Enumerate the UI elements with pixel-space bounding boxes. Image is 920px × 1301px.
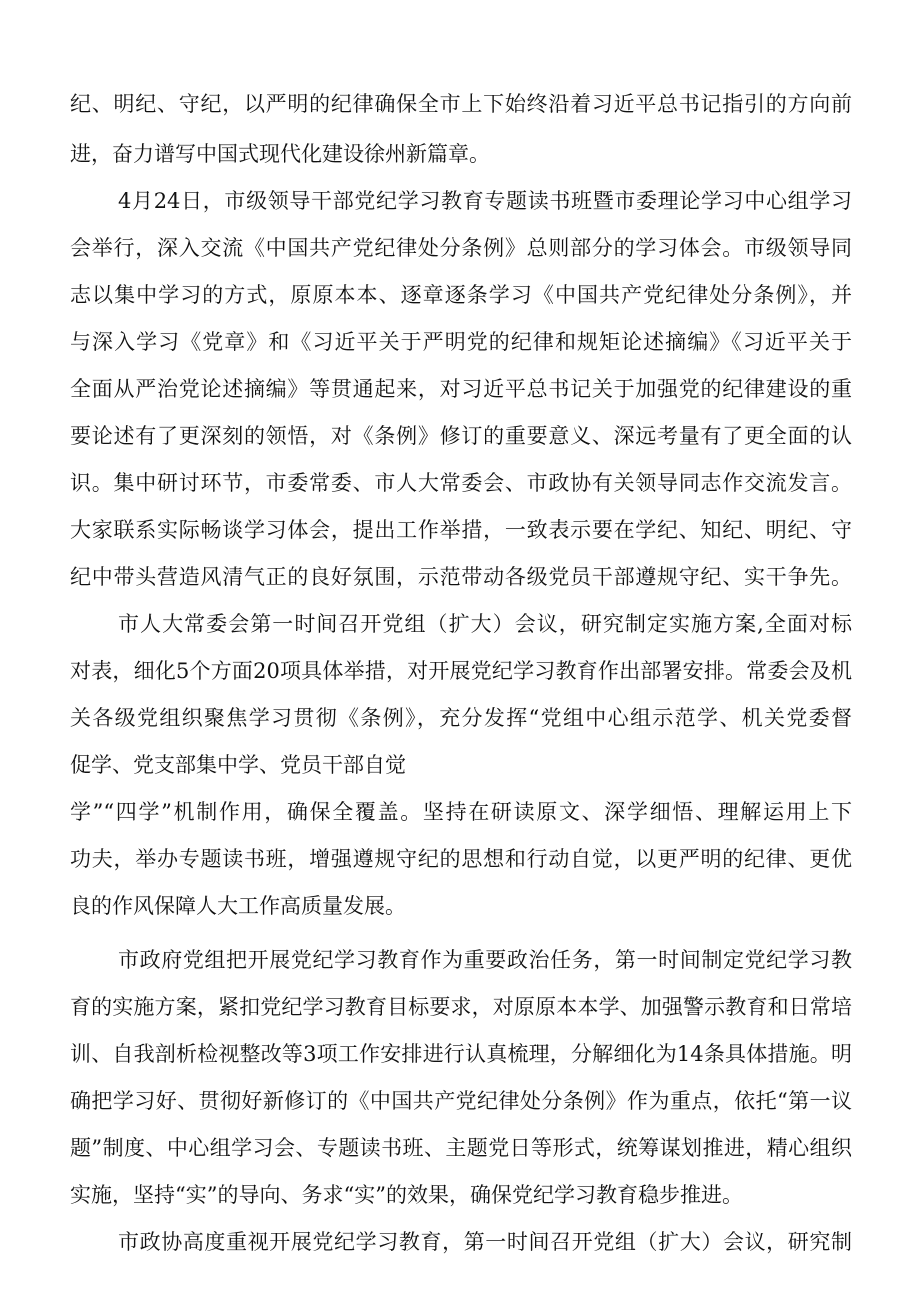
text-line: 对表，细化5个方面20项具体举措，对开展党纪学习教育作出部署安排。常委会及机	[70, 659, 852, 683]
text-line: 纪中带头营造风清气正的良好氛围，示范带动各级党员干部遵规守纪、实干争先。	[70, 565, 852, 589]
text-line: 良的作风保障人大工作高质量发展。	[70, 894, 406, 918]
text-line: 大家联系实际畅谈学习体会，提出工作举措，一致表示要在学纪、知纪、明纪、守	[70, 518, 852, 542]
text-line: 要论述有了更深刻的领悟，对《条例》修订的重要意义、深远考量有了更全面的认	[70, 424, 852, 448]
text-line: 题”制度、中心组学习会、专题读书班、主题党日等形式，统筹谋划推进，精心组织	[70, 1136, 852, 1160]
text-line: 与深入学习《党章》和《习近平关于严明党的纪律和规矩论述摘编》《习近平关于	[70, 330, 852, 354]
text-line: 促学、党支部集中学、党员干部自觉	[70, 753, 406, 777]
text-line: 市人大常委会第一时间召开党组（扩大）会议，研究制定实施方案,全面对标	[118, 612, 852, 636]
text-line: 市政协高度重视开展党纪学习教育，第一时间召开党组（扩大）会议，研究制	[118, 1230, 852, 1254]
text-line: 育的实施方案，紧扣党纪学习教育目标要求，对原原本本学、加强警示教育和日常培	[70, 995, 852, 1019]
text-line: 会举行，深入交流《中国共产党纪律处分条例》总则部分的学习体会。市级领导同	[70, 236, 852, 260]
text-line: 实施，坚持“实”的导向、务求“实”的效果，确保党纪学习教育稳步推进。	[70, 1183, 743, 1207]
text-line: 市政府党组把开展党纪学习教育作为重要政治任务，第一时间制定党纪学习教	[118, 948, 852, 972]
text-line: 识。集中研讨环节，市委常委、市人大常委会、市政协有关领导同志作交流发言。	[70, 471, 852, 495]
text-line: 训、自我剖析检视整改等3项工作安排进行认真梳理，分解细化为14条具体措施。明	[70, 1042, 852, 1066]
text-line: 进，奋力谱写中国式现代化建设徐州新篇章。	[70, 142, 490, 166]
text-line: 学”“四学”机制作用，确保全覆盖。坚持在研读原文、深学细悟、理解运用上下	[70, 800, 852, 824]
text-line: 纪、明纪、守纪，以严明的纪律确保全市上下始终沿着习近平总书记指引的方向前	[70, 92, 852, 116]
text-line: 功夫，举办专题读书班，增强遵规守纪的思想和行动自觉，以更严明的纪律、更优	[70, 847, 852, 871]
text-line: 志以集中学习的方式，原原本本、逐章逐条学习《中国共产党纪律处分条例》，并	[70, 283, 852, 307]
text-line: 确把学习好、贯彻好新修订的《中国共产党纪律处分条例》作为重点，依托“第一议	[70, 1089, 852, 1113]
text-line: 4月24日，市级领导干部党纪学习教育专题读书班暨市委理论学习中心组学习	[118, 189, 852, 213]
text-line: 全面从严治党论述摘编》等贯通起来，对习近平总书记关于加强党的纪律建设的重	[70, 377, 852, 401]
text-line: 关各级党组织聚焦学习贯彻《条例》，充分发挥“党组中心组示范学、机关党委督	[70, 706, 852, 730]
